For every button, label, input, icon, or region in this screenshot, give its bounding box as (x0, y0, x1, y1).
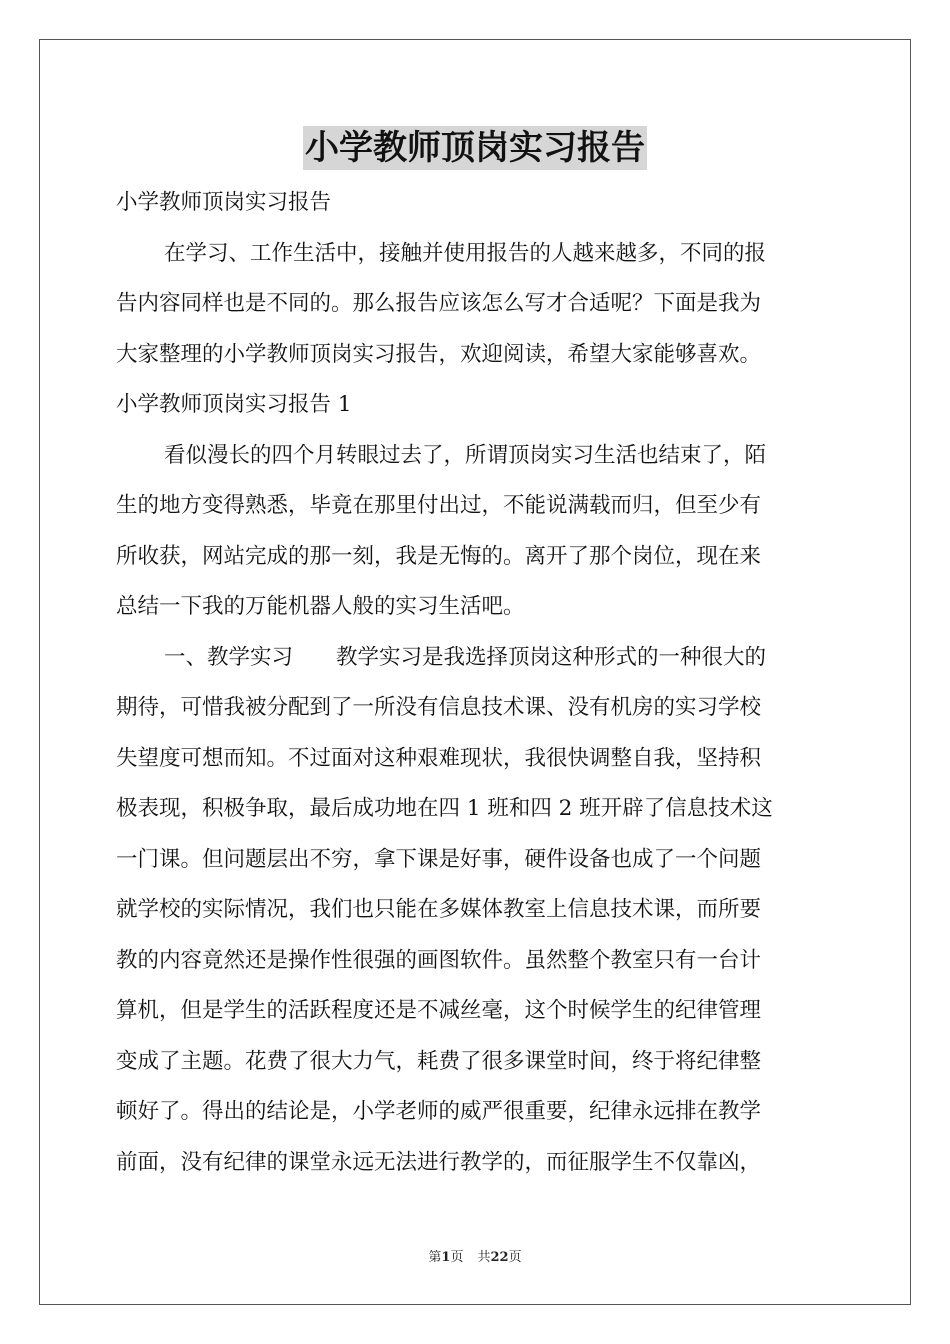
page-number: 1 (441, 1250, 451, 1265)
body-line: 顿好了。得出的结论是，小学老师的威严很重要，纪律永远排在教学 (116, 1099, 762, 1124)
body-line: 总结一下我的万能机器人般的实习生活吧。 (116, 594, 525, 619)
body-line: 所收获，网站完成的那一刻，我是无悔的。离开了那个岗位，现在来 (116, 543, 762, 569)
body-line: 看似漫长的四个月转眼过去了，所谓顶岗实习生活也结束了，陌 (164, 442, 767, 468)
body-line: 小学教师顶岗实习报告 1 (116, 392, 352, 417)
total-suffix: 页 (508, 1250, 522, 1265)
total-pages: 22 (490, 1250, 509, 1265)
body-line: 变成了主题。花费了很大力气，耗费了很多课堂时间，终于将纪律整 (116, 1048, 762, 1074)
page-prefix: 第 (428, 1250, 442, 1265)
body-line: 小学教师顶岗实习报告 (116, 190, 332, 215)
body-line: 大家整理的小学教师顶岗实习报告，欢迎阅读，希望大家能够喜欢。 (116, 341, 762, 367)
body-line: 生的地方变得熟悉，毕竟在那里付出过，不能说满载而归，但至少有 (116, 493, 762, 518)
body-line: 告内容同样也是不同的。那么报告应该怎么写才合适呢？下面是我为 (116, 291, 762, 316)
body-line: 算机，但是学生的活跃程度还是不减丝毫，这个时候学生的纪律管理 (116, 998, 762, 1023)
body-line: 期待，可惜我被分配到了一所没有信息技术课、没有机房的实习学校 (116, 695, 762, 720)
page-suffix: 页 (450, 1250, 464, 1265)
body-line: 失望度可想而知。不过面对这种艰难现状，我很快调整自我，坚持积 (116, 745, 762, 771)
title-container (0, 126, 950, 170)
body-line: 在学习、工作生活中，接触并使用报告的人越来越多，不同的报 (164, 240, 767, 266)
page-footer (0, 1246, 950, 1265)
document-title: 小学教师顶岗实习报告 (305, 128, 645, 168)
body-line: 就学校的实际情况，我们也只能在多媒体教室上信息技术课，而所要 (116, 897, 762, 922)
total-prefix: 共 (477, 1250, 491, 1265)
body-line: 一门课。但问题层出不穷，拿下课是好事，硬件设备也成了一个问题 (116, 846, 762, 872)
document-body (116, 178, 836, 1188)
body-line: 教的内容竟然还是操作性很强的画图软件。虽然整个教室只有一台计 (116, 947, 762, 973)
body-line: 一、教学实习 教学实习是我选择顶岗这种形式的一种很大的 (164, 644, 767, 670)
body-line: 前面，没有纪律的课堂永远无法进行教学的，而征服学生不仅靠凶， (116, 1149, 762, 1175)
body-line: 极表现，积极争取，最后成功地在四 1 班和四 2 班开辟了信息技术这 (116, 796, 773, 821)
